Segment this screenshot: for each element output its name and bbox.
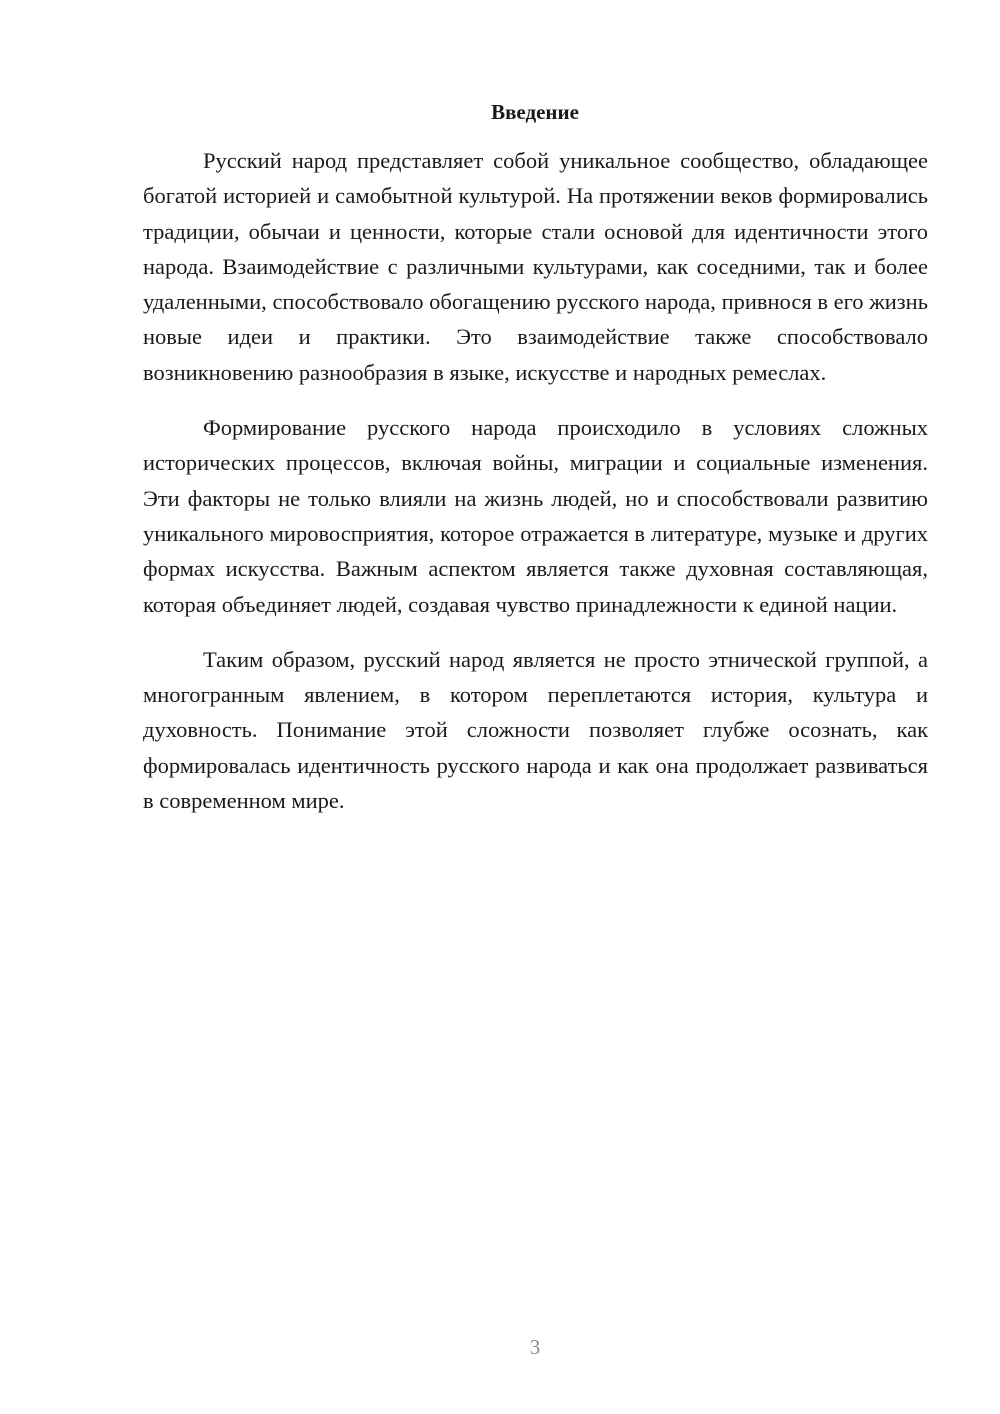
page-number: 3 <box>529 1335 541 1359</box>
paragraph-2: Формирование русского народа происходило в условиях сложных исторических процессов, включая войны, миграции и социальные изменения. Эти факторы не только влияли на жизнь людей, но и способствовали развитию уникального мировосприятия, которое отражается в литературе, музыке и других формах искусства. Важным аспектом является также духовная составляющая, которая объединяет людей, создавая чувство принадлежности к единой нации. <box>143 415 928 617</box>
section-heading: Введение <box>491 100 579 124</box>
paragraph-3: Таким образом, русский народ является не просто этнической группой, а многогранным явлением, в котором переплетаются история, культура и духовность. Понимание этой сложности позволяет глубже осознать, как формировалась идентичность русского народа и как она продолжает развиваться в современном мире. <box>143 646 928 814</box>
body-text <box>143 143 928 818</box>
paragraph-1: Русский народ представляет собой уникальное сообщество, обладающее богатой историей и самобытной культурой. На протяжении веков формировались традиции, обычаи и ценности, которые стали основой для идентичности этого народа. Взаимодействие с различными культурами, как соседними, так и более удаленными, способствовало обогащению русского народа, привнося в его жизнь новые идеи и практики. Это взаимодействие также способствовало возникновению разнообразия в языке, искусстве и народных ремеслах. <box>143 148 928 385</box>
